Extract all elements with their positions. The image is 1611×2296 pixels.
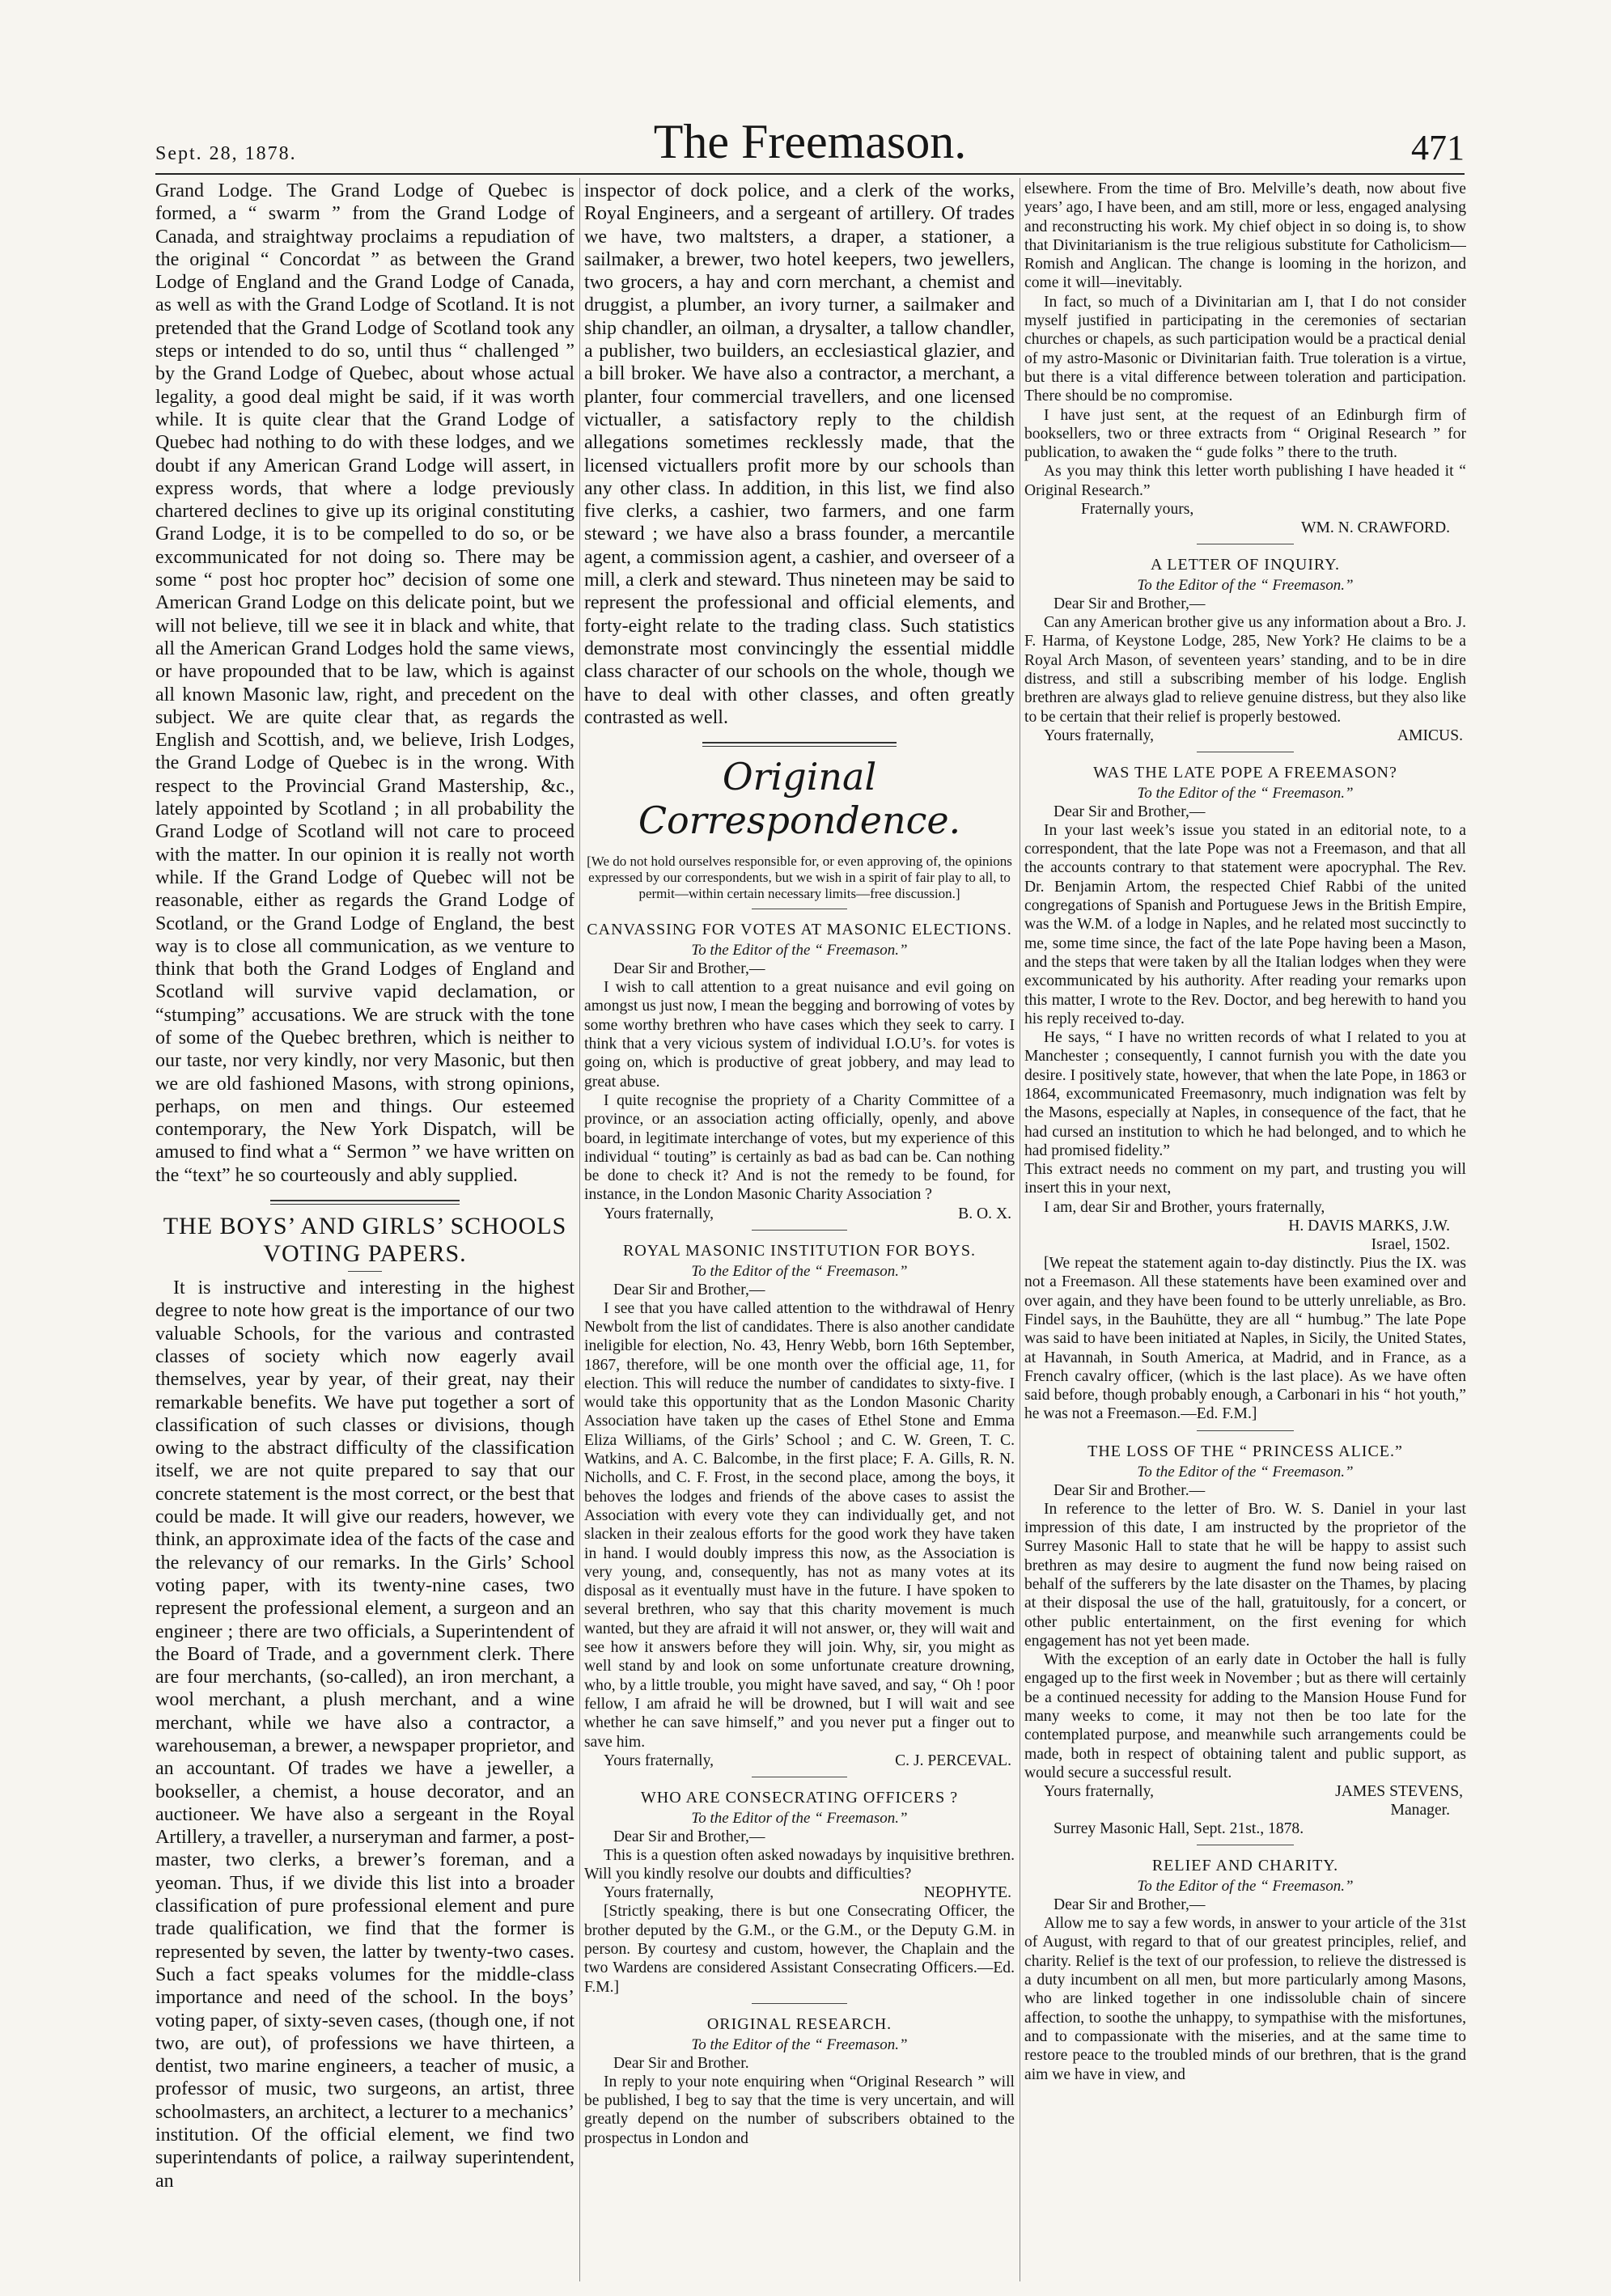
letter-rule (1197, 1430, 1294, 1431)
letter-signoff (1024, 727, 1466, 745)
letter-salutation: Dear Sir and Brother,— (613, 960, 765, 978)
letter-addressee: To the Editor of the “ Freemason.” (1137, 784, 1354, 802)
letter-salutation: Dear Sir and Brother.— (1054, 1481, 1206, 1499)
letter-paragraph: In reference to the letter of Bro. W. S. Daniel in your last impression of this date, I am instructed by the proprietor of the Surrey Masonic Hall to state that he will be happy to assist such brethren as may desire to augment the fund now being raised on behalf of the sufferers by the late disaster on the Thames, by placing at their disposal the use of the hall, gratuitously, for a concert, or other public entertainment, on the first evening for which engagement has not yet been made. (1024, 1500, 1466, 1650)
letter-title: RELIEF AND CHARITY. (1151, 1857, 1339, 1875)
letter-addressee: To the Editor of the “ Freemason.” (1137, 1878, 1354, 1896)
letter-signature: NEOPHYTE. (923, 1884, 1011, 1902)
letter-paragraph: elsewhere. From the time of Bro. Melville’s death, now about five years’ ago, I have been, and am still, more or less, engaged analysing and reconstructing his work. My chief object in so doing is, to show that Divinitarianism is the true religious substitute for Catholicism—Romish and Anglican. The change is looming in the horizon, and come it will—inevitably. (1024, 180, 1466, 292)
letter-paragraph: In fact, so much of a Divinitarian am I, that I do not consider myself justified in participating in the ceremonies of sectarian churches or chapels, as such participation would be a practical denial of my astro-Masonic or Divinitarian faith. True toleration is a virtue, but there is a vital difference between toleration and participation. There should be no compromise. (1024, 293, 1466, 405)
article-paragraph: Grand Lodge. The Grand Lodge of Quebec is formed, a “ swarm ” from the Grand Lodge of Canada, and straightway proclaims a repudiation of the original “ Concordat ” as between the Grand Lodge of England and the Grand Lodge of Canada, as well as with the Grand Lodge of Scotland. It is not pretended that the Grand Lodge of Scotland took any steps or intended to do so, until thus “ challenged ” by the Grand Lodge of Quebec, about whose actual legality, a good deal might be said, if it was worth while. It is quite clear that the Grand Lodge of Quebec had nothing to do with these lodges, and we doubt if any American Grand Lodge will assert, in express words, that where a lodge previously chartered declines to give up its original constituting Grand Lodge, it is to be compelled to do so, or be excommunicated for not doing so. There may be some “ post hoc propter hoc” decision of some one American Grand Lodge on this delicate point, but we will not believe, till we see it in black and white, that all the American Grand Lodges hold the same views, or have propounded that to be law, which is against all known Masonic law, right, and precedent on the subject. We are quite clear that, as regards the English and Scottish, and, we believe, Irish Lodges, the Grand Lodge of Quebec is in the wrong. With respect to the Provincial Grand Mastership, &c., lately appointed by Scotland ; in all probability the Grand Lodge of Scotland will not care to proceed with the matter. In our opinion it is really not worth while. If the Grand Lodge of Quebec will not be reasonable, either as regards the Grand Lodge of Scotland, or the Grand Lodge of England, the best way is to close all communication, as we venture to think that both the Grand Lodges of England and Scotland will survive vapid declamation, or “stumping” accusations. We are struck with the tone of some of the Quebec brethren, which is neither to our taste, nor very kindly, nor very Masonic, but then we are old fashioned Masons, with strong opinions, perhaps, on men and things. Our esteemed contemporary, the New York Dispatch, will be amused to find what a “ Sermon ” we have written on the “text” he so courteously and ably supplied. (155, 180, 574, 1186)
letter-signoff (584, 1205, 1015, 1223)
letter-paragraph: Allow me to say a few words, in answer to your article of the 31st of August, with regard to that of our greatest principles, relief, and charity. Relief is the text of our profession, to relieve the distressed is a duty incumbent on all men, but more particularly among Masons, who are linked together in one indissoluble chain of sincere affection, to soothe the unhappy, to sympathise with the misfortunes, and to compassionate with the miseries, and at the same time to restore peace to the troubled minds of our brethren, that is the grand aim we have in view, and (1024, 1915, 1466, 2083)
letter-addressee: To the Editor of the “ Freemason.” (691, 1809, 908, 1827)
letter-addressee: To the Editor of the “ Freemason.” (1137, 1463, 1354, 1481)
article-heading: THE BOYS’ AND GIRLS’ SCHOOLS VOTING PAPERS. (163, 1213, 567, 1268)
letter-salutation: Dear Sir and Brother,— (1054, 1896, 1206, 1914)
letter-dateline: Surrey Masonic Hall, Sept. 21st., 1878. (1054, 1820, 1304, 1838)
letter-paragraph: With the exception of an early date in October the hall is fully engaged up to the first week in November ; but as there will certainly be a continued necessity for adding to the Mansion House Fund for many weeks to come, it may not then be too late for the contemplated purpose, and meanwhile such arrangements could be made, both in respect of obtaining talent and public support, as would secure a successful result. (1024, 1651, 1466, 1781)
letter-place: Israel, 1502. (1371, 1236, 1450, 1254)
column-3 (1024, 180, 1466, 2283)
heading-rule (348, 1271, 381, 1272)
letter-rule (752, 1230, 846, 1231)
letter-closing: Yours fraternally, (604, 1752, 714, 1769)
letter-paragraph: In your last week’s issue you stated in an editorial note, to a correspondent, that the late Pope was not a Freemason, and that all the accounts contrary to that statement were apocryphal. The Rev. Dr. Benjamin Artom, the respected Chief Rabbi of the united congregations of Spanish and Portuguese Jews in the British Empire, was the W.M. of a lodge in Naples, and he related most succinctly to me, some time since, the fact of the late Pope having been a Mason, and the steps that were taken by all the Italian lodges when they were excommunicated by his authority. After reading your remarks upon this matter, I wrote to the Rev. Doctor, and beg herewith to hand you his reply received to-day. (1024, 821, 1466, 1027)
article-paragraph: inspector of dock police, and a clerk of the works, Royal Engineers, and a sergeant of artillery. Of trades we have, two maltsters, a draper, a stationer, a sailmaker, a brewer, two hotel keepers, two jewellers, two grocers, a hay and corn merchant, a chemist and druggist, a plumber, an ivory turner, a sailmaker and ship chandler, an oilman, a drysalter, a tallow chandler, a publisher, two builders, an ecclesiastical glazier, and a bill broker. We have also a contractor, a merchant, a planter, four commercial travellers, and one licensed victualler, a satisfactory reply to the childish allegations sometimes recklessly made, that the licensed victuallers profit more by our schools than any other class. In addition, in this list, we find also five clerks, a cashier, two farmers, and one farm steward ; we have also a brass founder, a mercantile agent, a commission agent, a cashier, and overseer of a mill, a clerk and steward. Thus nineteen may be said to represent the professional and official elements, and forty-eight relate to the trading class. Such statistics demonstrate most convincingly the essential middle class character of our schools on the whole, though we have to deal with other classes, and often greatly contrasted as well. (584, 180, 1015, 728)
letter-addressee: To the Editor of the “ Freemason.” (691, 942, 908, 959)
letter-closing: Yours fraternally, (1044, 727, 1155, 744)
letter-paragraph: I have just sent, at the request of an Edinburgh firm of booksellers, two or three extracts from “ Original Research ” for publication, to awaken the “ gude folks ” there to the truth. (1024, 406, 1466, 462)
letter-signature: JAMES STEVENS, (1335, 1783, 1463, 1801)
letter-salutation: Dear Sir and Brother,— (1054, 595, 1206, 613)
letter-signature: AMICUS. (1397, 727, 1463, 744)
letter-title: CANVASSING FOR VOTES AT MASONIC ELECTIONS. (587, 921, 1012, 939)
letter-closing: Yours fraternally, (604, 1205, 714, 1222)
letter (584, 921, 1015, 1223)
newspaper-title: The Freemason. (653, 115, 967, 168)
masthead (155, 113, 1465, 170)
letter-role: Manager. (1390, 1802, 1450, 1819)
letter-paragraph: Can any American brother give us any information about a Bro. J. F. Harma, of Keystone Lodge, 285, New York? He claims to be a Royal Arch Mason, of seventeen years’ standing, and to be in dire distress, and still a subscribing member of his lodge. English brethren are always glad to relieve genuine distress, but they also like to be certain that their relief is properly bestowed. (1024, 614, 1466, 726)
letter-salutation: Dear Sir and Brother,— (1054, 803, 1206, 820)
letter-signature: WM. N. CRAWFORD. (1300, 519, 1450, 537)
letter-paragraph: This extract needs no comment on my part, and trusting you will insert this in your next, (1024, 1161, 1466, 1197)
letter-signoff (584, 1752, 1015, 1770)
column-1 (155, 180, 574, 2283)
letter-salutation: Dear Sir and Brother,— (613, 1828, 765, 1845)
letter-paragraph: I quite recognise the propriety of a Charity Committee of a province, or an association acting officially, openly, and above board, in legitimate interchange of votes, but my experience of this individual “ touting” is certainly as bad as bad can be. Can nothing be done to check it? And is not the remedy to be found, for instance, in the London Masonic Charity Association ? (584, 1091, 1015, 1204)
letter-title: A LETTER OF INQUIRY. (1150, 556, 1341, 574)
disclaimer: [We do not hold ourselves responsible for, or even approving of, the opinions expressed by our correspondents, but we wish in a spirit of fair play to all, to permit—within certain necessary limits—free discussion.] (587, 854, 1012, 902)
letter (1024, 1857, 1466, 2084)
letter-closing: Yours fraternally, (604, 1884, 714, 1902)
letter-salutation: Dear Sir and Brother. (613, 2054, 749, 2072)
letter-paragraph: As you may think this letter worth publishing I have headed it “ Original Research.” (1024, 463, 1466, 499)
letter-addressee: To the Editor of the “ Freemason.” (691, 2035, 908, 2053)
letter (584, 2015, 1015, 2148)
letter-signature: H. DAVIS MARKS, J.W. (1288, 1218, 1450, 1235)
letter-salutation: Dear Sir and Brother,— (613, 1281, 765, 1298)
section-title: Original Correspondence. (638, 755, 961, 843)
letter (1024, 1442, 1466, 1838)
section-rule (702, 742, 896, 747)
letter-paragraph: In reply to your note enquiring when “Original Research ” will be published, I beg to say that the time is very uncertain, and will greatly depend on the number of subscribers obtained to the prospectus in London and (584, 2073, 1015, 2147)
letter-addressee: To the Editor of the “ Freemason.” (1137, 577, 1354, 595)
letter-paragraph: I wish to call attention to a great nuisance and evil going on amongst us just now, I mean the begging and borrowing of votes by some worthy brethren who have cases which they seek to carry. I think that a very vicious system of individual I.O.U’s. for votes is going on, which is productive of great jobbery, and may lead to great abuse. (584, 979, 1015, 1091)
letter-closing: Fraternally yours, (1081, 501, 1194, 519)
article-paragraph: It is instructive and interesting in the highest degree to note how great is the importance of our two valuable Schools, for the various and contrasted classes of society which now eagerly avail themselves, year by year, of their great, nay their remarkable benefits. We have put together a sort of classification of such classes or divisions, though owing to the abstract difficulty of the classification itself, we are not quite prepared to say that our concrete statement is the most correct, or the best that could be made. It will give our readers, however, we think, an approximate idea of the facts of the case and the relevancy of our remarks. In the Girls’ School voting paper, with its twenty-nine cases, two represent the professional element, a surgeon and an engineer ; there are two officials, a Superintendent of the Board of Trade, and a government clerk. There are four merchants, (so-called), an iron merchant, a wool merchant, a plush merchant, and a wine merchant, while we have also a contractor, a warehouseman, a brewer, a newspaper proprietor, and an accountant. Of trades we have a jeweller, a bookseller, a chemist, a house decorator, and an auctioneer. We have also a sergeant in the Royal Artillery, a traveller, a nurseryman and farmer, a post-master, two clerks, a brewer’s foreman, and a yeoman. Thus, if we divide this list into a broader classification of pure professional element and pure trade qualification, we find that the former is represented by seven, the latter by twenty-two cases. Such a fact speaks volumes for the middle-class importance and need of the school. In the boys’ voting paper, of sixty-seven cases, (though one, if not two, are out), of professions we have thirteen, a dentist, two marine engineers, a teacher of music, a professor of music, two surgeons, an artist, three schoolmasters, an architect, a lecturer to a mechanics’ institution. Of the official element, we find two superintendants of police, a railway superintendent, an (155, 1277, 574, 2192)
letter-title: WAS THE LATE POPE A FREEMASON? (1093, 763, 1397, 782)
letter (584, 1789, 1015, 1997)
letter-rule (752, 2003, 846, 2004)
letter-signoff (1024, 1782, 1466, 1801)
letter-signoff (584, 1883, 1015, 1902)
letter-closing: Yours fraternally, (1044, 1783, 1155, 1801)
letter-signature: C. J. PERCEVAL. (895, 1752, 1011, 1769)
issue-date: Sept. 28, 1878. (155, 143, 297, 164)
column-2 (584, 180, 1015, 2283)
editor-reply: [We repeat the statement again to-day distinctly. Pius the IX. was not a Freemason. All these statements have been examined over and over again, and they have been found to be utterly unreliable, as Bro. Findel says, in the Bauhütte, they are all “ humbug.” The late Pope was said to have been initiated at Naples, in Sicily, the United States, at Havannah, in South America, at Madrid, and in France, as a French cavalry officer, (which is the last place). As we have often said before, though probably enough, a Carbonari in his “ hot youth,” he was not a Freemason.—Ed. F.M.] (1024, 1255, 1466, 1423)
letter (1024, 556, 1466, 745)
column-divider (579, 178, 580, 2281)
letter-paragraph: He says, “ I have no written records of what I related to you at Manchester ; consequently, I cannot furnish you with the date you desire. I positively state, however, that when the late Pope, in 1863 or 1864, excommunicated Freemasonry, much indignation was felt by the Masons, especially at Naples, in consequence of the fact, that he had cursed an institution to which he had belonged, and to which he had promised fidelity.” (1024, 1029, 1466, 1159)
letter-addressee: To the Editor of the “ Freemason.” (691, 1262, 908, 1280)
letter-paragraph: I am, dear Sir and Brother, yours fraternally, (1044, 1198, 1325, 1216)
masthead-rule (155, 173, 1465, 175)
letter-paragraph: I see that you have called attention to the withdrawal of Henry Newbolt from the list of candidates. There is also another candidate ineligible for election, No. 43, Henry Webb, born 16th September, 1867, therefore, will be one month over the official age, 11, for election. This will reduce the number of candidates to sixty-five. I would take this opportunity that as the London Masonic Charity Association have taken up the cases of Ethel Stone and Emma Eliza Williams, of the Girls’ School ; and C. W. Green, T. C. Watkins, and A. C. Balcombe, in the first place; F. A. Gills, R. N. Nicholls, and C. F. Frost, in the second place, among the boys, it behoves the lodges and friends of the above cases to assist the Association with every vote they can individually get, and not slacken in their zealous efforts for the good work they have taken in hand. I would doubly impress this now, as the Association is very young, and, consequently, has not as many votes at its disposal as it eventually must have in the future. I have spoken to several brethren, who say that this charity movement is much wanted, but they are afraid it will not answer, or, they will wait and see how it answers before they will join. Why, sir, you might as well stand by and look on some unfortunate creature drowning, who, by a little trouble, you might have saved, and say, “ Oh ! poor fellow, I am afraid he will be drowned, but I will wait and see whether he can save himself,” and you never put a finger out to save him. (584, 1299, 1015, 1751)
letter (584, 1242, 1015, 1770)
letter-title: ROYAL MASONIC INSTITUTION FOR BOYS. (623, 1241, 976, 1260)
article-rule (270, 1200, 459, 1205)
letter-paragraph: This is a question often asked nowadays by inquisitive brethren. Will you kindly resolve our doubts and difficulties? (584, 1846, 1015, 1883)
letter (1024, 764, 1466, 1424)
letter-title: ORIGINAL RESEARCH. (706, 2014, 892, 2033)
editor-reply: [Strictly speaking, there is but one Consecrating Officer, the brother deputed by the G.M., or the G.M., or the Deputy G.M. in person. By courtesy and custom, however, the Chaplain and the two Wardens are considered Assistant Consecrating Officers.—Ed. F.M.] (584, 1903, 1015, 1996)
page-number: 471 (1411, 128, 1465, 167)
letter-title: WHO ARE CONSECRATING OFFICERS ? (640, 1788, 959, 1807)
letter-title: THE LOSS OF THE “ PRINCESS ALICE.” (1087, 1442, 1403, 1460)
letter-signature: B. O. X. (958, 1205, 1011, 1222)
